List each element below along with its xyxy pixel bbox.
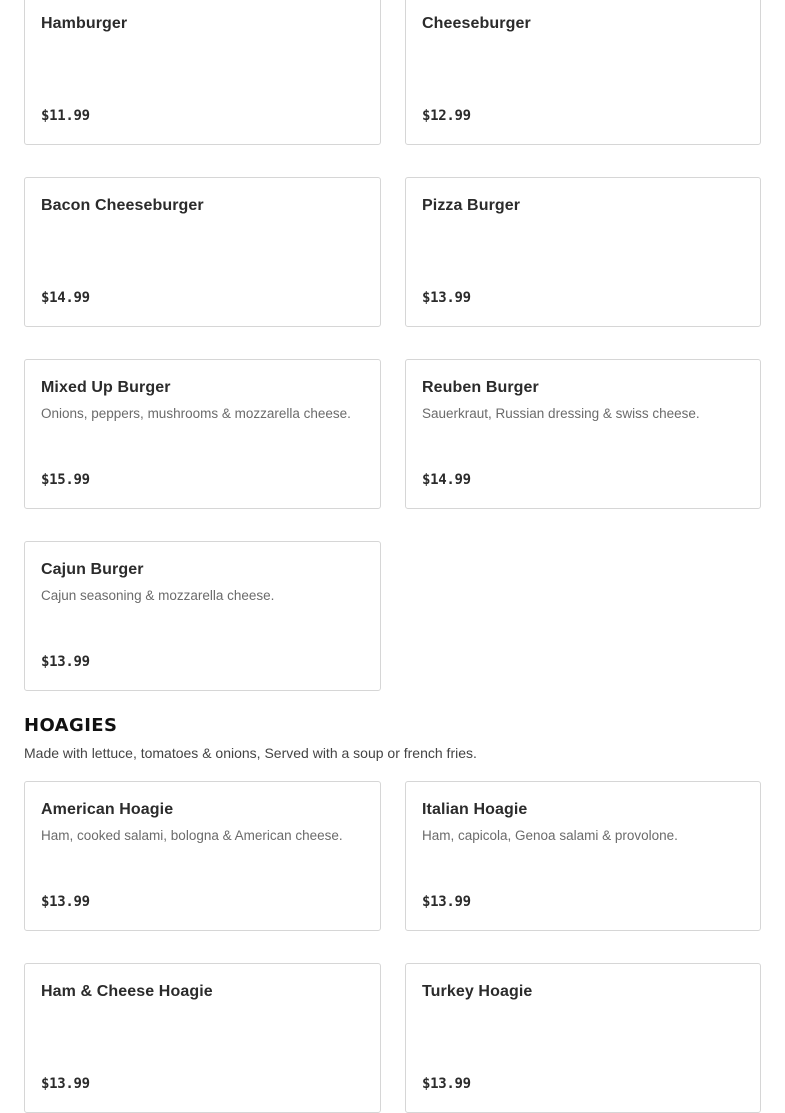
menu-item-name: Italian Hoagie [422,801,528,818]
section-title-hoagies: HOAGIES [24,715,118,736]
menu-item-price: $13.99 [422,290,471,306]
burgers-grid [24,0,761,691]
menu-item-card[interactable] [405,177,761,327]
menu-item-name: Reuben Burger [422,379,539,396]
menu-item-name: Bacon Cheeseburger [41,197,204,214]
menu-item-name: Cajun Burger [41,561,144,578]
menu-item-description: Cajun seasoning & mozzarella cheese. [41,588,275,603]
menu-item-price: $13.99 [41,654,90,670]
hoagies-grid [24,781,761,1113]
menu-item-price: $15.99 [41,472,90,488]
menu-item-price: $13.99 [422,1076,471,1092]
menu-item-name: Pizza Burger [422,197,521,214]
menu-item-price: $14.99 [41,290,90,306]
menu-item-name: Turkey Hoagie [422,983,533,1000]
menu-item-price: $13.99 [41,1076,90,1092]
menu-item-name: American Hoagie [41,801,174,818]
menu-item-card[interactable] [405,781,761,931]
menu-item-description: Ham, capicola, Genoa salami & provolone. [422,828,678,843]
menu-item-price: $14.99 [422,472,471,488]
menu-item-price: $12.99 [422,108,471,124]
menu-item-card[interactable] [405,0,761,145]
menu-item-description: Sauerkraut, Russian dressing & swiss cheese. [422,406,700,421]
menu-item-card[interactable] [24,963,381,1113]
menu-item-card[interactable] [405,963,761,1113]
menu-item-card[interactable] [24,541,381,691]
menu-item-name: Hamburger [41,15,128,32]
menu-item-name: Ham & Cheese Hoagie [41,983,213,1000]
menu-item-card[interactable] [405,359,761,509]
menu-item-price: $13.99 [422,894,471,910]
menu-item-price: $13.99 [41,894,90,910]
menu-item-description: Ham, cooked salami, bologna & American cheese. [41,828,343,843]
menu-item-card[interactable] [24,781,381,931]
section-description-hoagies: Made with lettuce, tomatoes & onions, Served with a soup or french fries. [24,745,477,761]
menu-item-description: Onions, peppers, mushrooms & mozzarella cheese. [41,406,351,421]
menu-item-name: Mixed Up Burger [41,379,171,396]
menu-item-card[interactable] [24,177,381,327]
menu-item-price: $11.99 [41,108,90,124]
menu-item-card[interactable] [24,0,381,145]
menu-item-name: Cheeseburger [422,15,531,32]
menu-item-card[interactable] [24,359,381,509]
